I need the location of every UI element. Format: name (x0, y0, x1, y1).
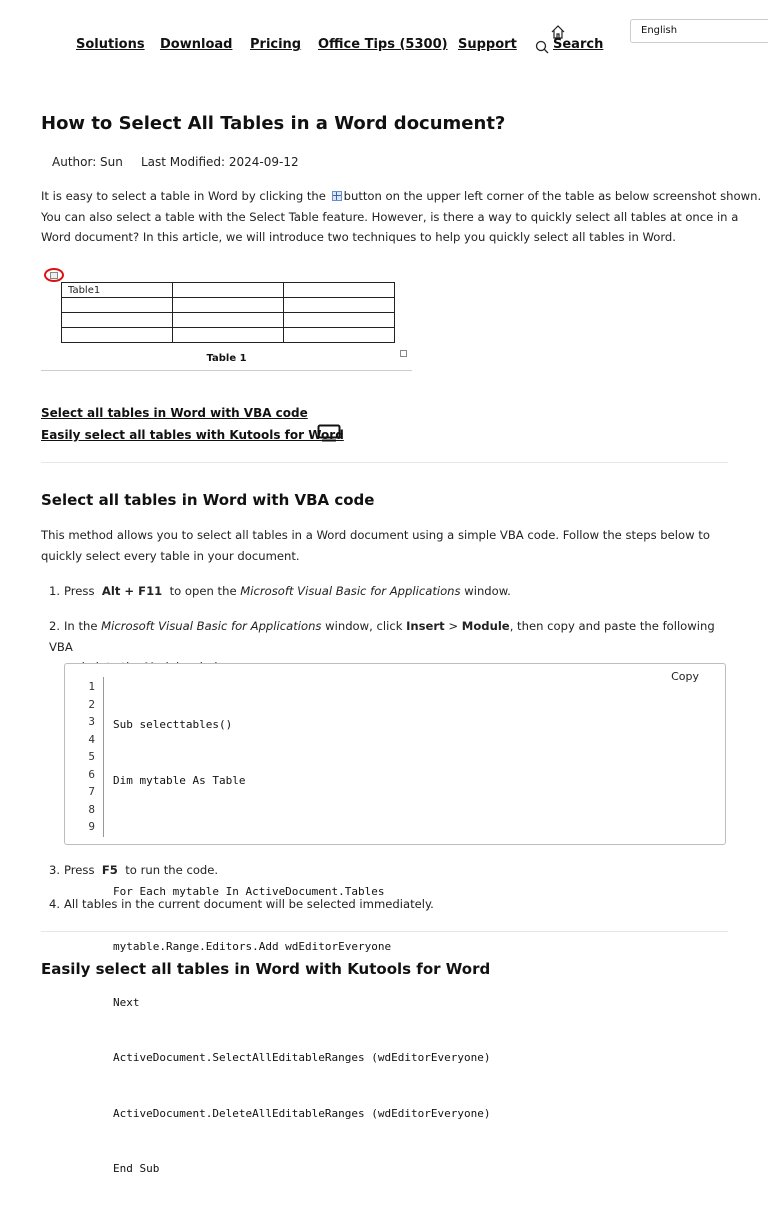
step-text: to run the code. (125, 863, 219, 877)
step-text: In the (64, 619, 98, 633)
step-text: , then copy and paste the following VBA (49, 619, 715, 654)
intro-line1a: It is easy to select a table in Word by clicking the (41, 189, 326, 203)
monitor-icon[interactable] (317, 424, 341, 442)
key-f5: F5 (101, 863, 118, 877)
step-text: Press (64, 584, 95, 598)
key-combo: Alt + F11 (101, 584, 163, 598)
table-cell (284, 328, 395, 343)
app-name: Microsoft Visual Basic for Applications (240, 584, 461, 598)
nav-search[interactable]: Search (553, 37, 604, 52)
language-selector[interactable] (630, 19, 768, 43)
line-number: 3 (88, 715, 95, 728)
table-cell (173, 313, 284, 328)
menu-insert: Insert (406, 619, 445, 633)
code-line: Next (113, 995, 140, 1009)
app-name: Microsoft Visual Basic for Applications (101, 619, 322, 633)
section-divider (41, 931, 728, 932)
table-cell (284, 283, 395, 298)
table-cell (62, 328, 173, 343)
table-cell (62, 313, 173, 328)
step-3 (49, 860, 729, 881)
line-numbers (65, 678, 105, 836)
menu-module: Module (461, 619, 510, 633)
top-navigation (0, 0, 768, 70)
table-handle-icon (50, 272, 58, 279)
code-line: For Each mytable In ActiveDocument.Tables (113, 884, 385, 898)
line-number: 5 (88, 750, 95, 763)
line-number: 9 (88, 820, 95, 833)
step-number: 3. (49, 863, 61, 877)
code-line: ActiveDocument.SelectAllEditableRanges (wdEditorEveryone) (113, 1051, 491, 1064)
step-1 (49, 581, 729, 602)
intro-paragraph (41, 186, 762, 248)
section-heading-vba: Select all tables in Word with VBA code (41, 491, 375, 509)
step-text: > (448, 619, 459, 633)
author: Author: Sun (52, 155, 123, 169)
last-modified: Last Modified: 2024-09-12 (141, 155, 299, 169)
intro-line2: You can also select a table with the Select Table feature. However, is there a way to quickly select all tables at once in a (41, 209, 739, 224)
code-text[interactable] (113, 678, 491, 1216)
code-line: Dim mytable As Table (113, 773, 246, 787)
copy-button[interactable]: Copy (671, 670, 699, 683)
code-line: mytable.Range.Editors.Add wdEditorEveryone (113, 940, 392, 953)
step-4 (49, 894, 729, 915)
nav-office-tips[interactable]: Office Tips (5300) (318, 37, 448, 52)
table-cell (284, 313, 395, 328)
intro-line1b: button on the upper left corner of the table as below screenshot shown. (343, 189, 762, 203)
code-line: ActiveDocument.DeleteAllEditableRanges (wdEditorEveryone) (113, 1106, 491, 1120)
code-line (113, 827, 491, 845)
step-text: Press (64, 863, 95, 877)
language-value: English (641, 25, 678, 36)
line-number: 7 (88, 785, 95, 798)
table-caption: Table 1 (206, 353, 247, 364)
table-cell: Table1 (62, 283, 173, 298)
step-number: 1. (49, 584, 61, 598)
vba-desc-line1: This method allows you to select all tables in a Word document using a simple VBA code. Follow the steps below to (41, 528, 710, 542)
nav-pricing[interactable]: Pricing (250, 37, 302, 52)
nav-support[interactable]: Support (458, 37, 517, 52)
nav-solutions[interactable]: Solutions (76, 37, 145, 52)
table-cell (173, 283, 284, 298)
step-text: All tables in the current document will be selected immediately. (64, 897, 434, 911)
table-cell (173, 328, 284, 343)
section-divider (41, 462, 728, 463)
step-text: to open the (169, 584, 237, 598)
word-table (61, 282, 395, 343)
table-move-handle-icon (332, 191, 342, 201)
toc-link-kutools[interactable]: Easily select all tables with Kutools for Word (41, 428, 344, 442)
step-number: 2. (49, 619, 61, 633)
intro-line3: Word document? In this article, we will introduce two techniques to help you quickly select all tables in Word. (41, 230, 676, 244)
page-title: How to Select All Tables in a Word document? (41, 113, 506, 134)
table-cell (173, 298, 284, 313)
search-icon[interactable] (535, 40, 549, 54)
line-number: 1 (88, 680, 95, 693)
step-number: 4. (49, 897, 61, 911)
step-text: window. (464, 584, 511, 598)
vba-description (41, 525, 731, 566)
line-number: 8 (88, 802, 95, 816)
code-line: Sub selecttables() (113, 718, 233, 731)
code-line: End Sub (113, 1162, 160, 1175)
table-cell (62, 298, 173, 313)
toc-link-vba[interactable]: Select all tables in Word with VBA code (41, 406, 308, 420)
line-number: 4 (88, 732, 95, 746)
line-number: 6 (88, 767, 95, 781)
vba-desc-line2: quickly select every table in your document. (41, 548, 300, 563)
nav-download[interactable]: Download (160, 37, 233, 52)
table-cell (284, 298, 395, 313)
section-heading-kutools: Easily select all tables in Word with Kutools for Word (41, 960, 491, 978)
line-number: 2 (88, 697, 95, 711)
table-screenshot (41, 266, 412, 371)
step-text: window, click (325, 619, 403, 633)
code-gutter-line (103, 677, 104, 837)
